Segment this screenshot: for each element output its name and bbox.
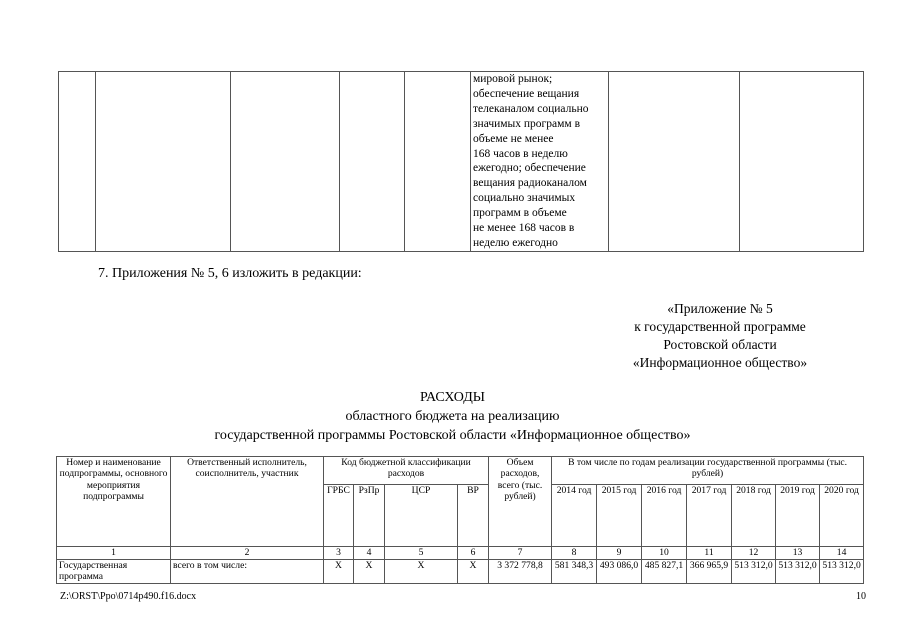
header-vr: ВР	[458, 485, 489, 547]
cell	[609, 72, 740, 252]
header-year: 2017 год	[687, 485, 732, 547]
cell	[231, 72, 340, 252]
year-value-cell: 513 312,0	[820, 560, 864, 584]
expenses-table	[56, 456, 864, 584]
header-volume: Объем расходов, всего (тыс. рублей)	[489, 457, 552, 547]
text-line: значимых программ в	[473, 117, 580, 130]
text-line: телеканалом социально	[473, 102, 589, 115]
header-grbs: ГРБС	[324, 485, 354, 547]
page-number: 10	[856, 591, 866, 602]
cell	[740, 72, 864, 252]
header-csr: ЦСР	[385, 485, 458, 547]
year-value-cell: 513 312,0	[732, 560, 776, 584]
continuation-table	[58, 71, 864, 252]
header-year: 2020 год	[820, 485, 864, 547]
cell	[340, 72, 405, 252]
vr-cell: Х	[458, 560, 489, 584]
column-number: 9	[597, 547, 642, 560]
rzpr-cell: Х	[354, 560, 385, 584]
csr-cell: Х	[385, 560, 458, 584]
year-value-cell: 513 312,0	[776, 560, 820, 584]
column-number: 3	[324, 547, 354, 560]
results-cell	[471, 72, 609, 252]
text-line: не менее 168 часов в	[473, 222, 575, 235]
document-title	[0, 388, 905, 445]
title-line: РАСХОДЫ	[420, 390, 485, 405]
column-number: 12	[732, 547, 776, 560]
year-value-cell: 485 827,1	[642, 560, 687, 584]
appendix-line: к государственной программе	[634, 319, 806, 334]
column-number: 2	[171, 547, 324, 560]
year-value-cell: 366 965,9	[687, 560, 732, 584]
column-number: 14	[820, 547, 864, 560]
appendix-heading	[560, 300, 880, 372]
header-number-name: Номер и наименование подпрограммы, основного мероприятия подпрограммы	[57, 457, 171, 547]
year-value-cell: 493 086,0	[597, 560, 642, 584]
cell	[59, 72, 96, 252]
title-line: областного бюджета на реализацию	[345, 409, 560, 424]
text-line: неделю ежегодно	[473, 236, 558, 249]
appendix-line: Ростовской области	[663, 337, 777, 352]
text-line: программ в объеме	[473, 207, 567, 220]
title-line: государственной программы Ростовской области «Информационное общество»	[214, 428, 691, 443]
header-by-years: В том числе по годам реализации государственной программы (тыс. рублей)	[552, 457, 864, 485]
cell	[96, 72, 231, 252]
column-number: 8	[552, 547, 597, 560]
header-responsible: Ответственный исполнитель, соисполнитель, участник	[171, 457, 324, 547]
text-line: объеме не менее	[473, 132, 554, 145]
column-number: 1	[57, 547, 171, 560]
appendix-line: «Приложение № 5	[667, 301, 773, 316]
grbs-cell: Х	[324, 560, 354, 584]
responsible-cell: всего в том числе:	[171, 560, 324, 584]
column-number: 5	[385, 547, 458, 560]
header-year: 2018 год	[732, 485, 776, 547]
header-year: 2015 год	[597, 485, 642, 547]
text-line: мировой рынок;	[473, 73, 553, 85]
text-line: обеспечение вещания	[473, 87, 580, 100]
item-7-paragraph: 7. Приложения № 5, 6 изложить в редакции:	[98, 266, 362, 281]
column-number: 10	[642, 547, 687, 560]
cell	[405, 72, 471, 252]
appendix-line: «Информационное общество»	[632, 355, 808, 370]
column-number: 7	[489, 547, 552, 560]
text-line: социально значимых	[473, 192, 576, 205]
footer-file-path: Z:\ORST\Ppo\0714p490.f16.docx	[60, 591, 197, 602]
year-value-cell: 581 348,3	[552, 560, 597, 584]
column-number: 13	[776, 547, 820, 560]
total-cell: 3 372 778,8	[489, 560, 552, 584]
text-line: ежегодно; обеспечение	[473, 162, 586, 175]
text-line: 168 часов в неделю	[473, 147, 568, 160]
header-year: 2014 год	[552, 485, 597, 547]
column-number: 11	[687, 547, 732, 560]
header-year: 2019 год	[776, 485, 820, 547]
header-year: 2016 год	[642, 485, 687, 547]
program-name-cell: Государственная программа	[57, 560, 171, 584]
header-rzpr: РзПр	[354, 485, 385, 547]
column-number: 4	[354, 547, 385, 560]
text-line: вещания радиоканалом	[473, 177, 587, 190]
header-budget-code: Код бюджетной классификации расходов	[324, 457, 489, 485]
column-number: 6	[458, 547, 489, 560]
